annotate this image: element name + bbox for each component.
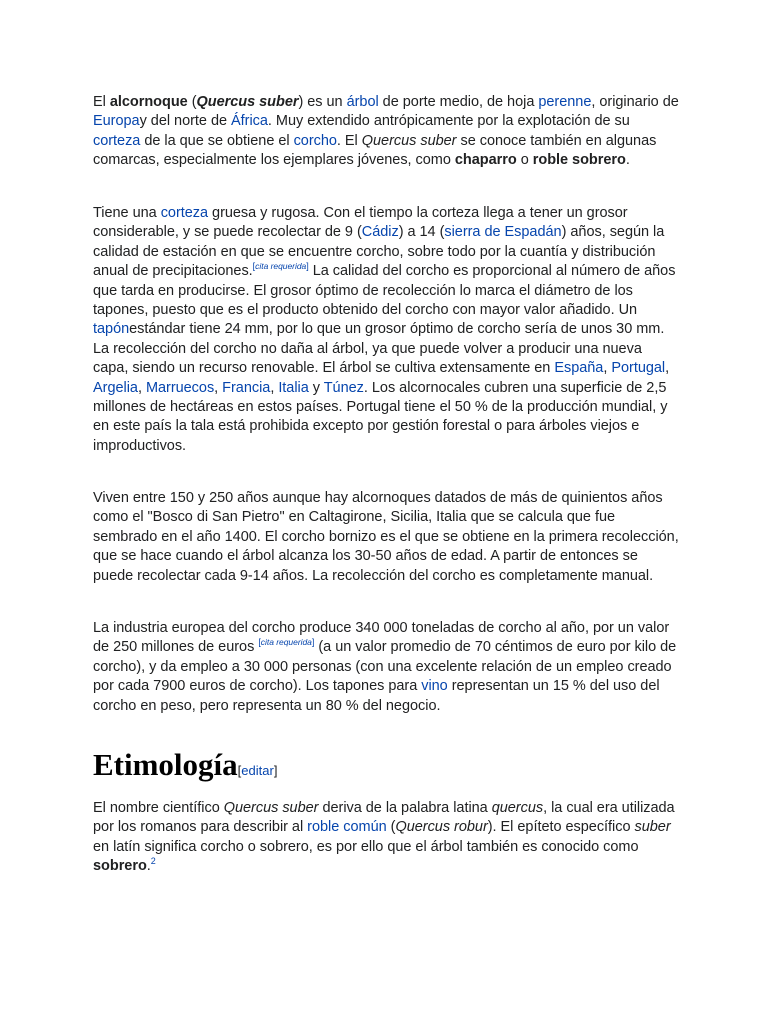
link-africa[interactable]: África: [231, 113, 268, 130]
edit-section: [editar]: [237, 763, 278, 778]
link-europa[interactable]: Europa: [93, 113, 140, 130]
link-italia[interactable]: Italia: [278, 379, 309, 396]
link-perenne[interactable]: perenne: [538, 94, 592, 110]
link-argelia[interactable]: Argelia: [93, 379, 138, 396]
term-alcornoque: alcornoque: [109, 94, 188, 110]
term-quercus-suber: Quercus suber: [196, 94, 299, 110]
link-corteza-2[interactable]: corteza: [160, 205, 209, 221]
link-sierra-de-espadan[interactable]: sierra de Espadán: [444, 224, 562, 241]
link-cadiz[interactable]: Cádiz: [361, 224, 399, 241]
link-corcho[interactable]: corcho: [293, 132, 337, 149]
reference-2[interactable]: 2: [150, 856, 156, 867]
bark-paragraph: Tiene una corteza gruesa y rugosa. Con el tiempo la corteza llega a tener un grosor considerable, y se puede recolectar de 9 (Cádiz) a 14 (sierra de Espadán) años, según la calidad de estación en que se encuentre corcho, sobre todo por la cuantía y distribución anual de precipitaciones.[cita requerida] La calidad del corcho es proporcional al número de años que tarda en producirse. El grosor óptimo de recolección lo marca el diámetro de los tapones, puesto que es el producto obtenido del corcho con mayor valor añadido. Un tapónestándar tiene 24 mm, por lo que un grosor óptimo de corcho sería de unos 30 mm. La recolección del corcho no daña al árbol, ya que puede volver a producir una nueva capa, siendo un recurso renovable. El árbol se cultiva extensamente en España, Portugal, Argelia, Marruecos, Francia, Italia y Túnez. Los alcornocales cubren una superficie de 2,5 millones de hectáreas en estos países. Portugal tiene el 50 % de la producción mundial, y en este país la tala está prohibida excepto por gestión forestal o para árboles viejos e improductivos.: [93, 205, 676, 454]
lifespan-paragraph: Viven entre 150 y 250 años aunque hay alcornoques datados de más de quinientos años como el "Bosco di San Pietro" en Caltagirone, Sicilia, Italia que se calcula que fue sembrado en el año 1400. El corcho bornizo es el que se obtiene en la primera recolección, que se hace cuando el árbol alcanza los 30-50 años de edad. A partir de entonces se puede recolectar cada 9-14 años. La recolección del corcho es completamente manual.: [93, 490, 679, 584]
link-marruecos[interactable]: Marruecos: [145, 379, 215, 396]
link-portugal[interactable]: Portugal: [611, 360, 666, 377]
section-title: Etimología: [93, 747, 238, 782]
link-espana[interactable]: España: [554, 360, 604, 377]
link-roble-comun[interactable]: roble común: [307, 819, 387, 836]
citation-needed-2[interactable]: [cita requerida]: [258, 637, 315, 648]
link-corteza[interactable]: corteza: [93, 132, 141, 149]
term-sobrero: sobrero: [93, 858, 147, 875]
intro-paragraph: El alcornoque (Quercus suber) es un árbol de porte medio, de hoja perenne, originario de Europay del norte de África. Muy extendido antrópicamente por la explotación de su corteza de la que se obtiene el corcho. El Quercus suber se conoce también en algunas comarcas, especialmente los ejemplares jóvenes, como chaparro o roble sobrero.: [93, 94, 679, 169]
etymology-paragraph: El nombre científico Quercus suber deriva de la palabra latina quercus, la cual era utilizada por los romanos para describir al roble común (Quercus robur). El epíteto específico suber en latín significa corcho o sobrero, es por ello que el árbol también es conocido como sobrero.$^2$: [93, 800, 675, 875]
link-tapon[interactable]: tapón: [93, 321, 130, 338]
link-arbol[interactable]: árbol: [346, 94, 379, 110]
term-chaparro: chaparro: [454, 152, 517, 169]
industry-paragraph: La industria europea del corcho produce 340 000 toneladas de corcho al año, por un valor de 250 millones de euros [cita requerida] (a un valor promedio de 70 céntimos de euro por kilo de corcho), y da empleo a 30 000 personas (con una excelente relación de un empleo creado por cada 7900 euros de corcho). Los tapones para vino representan un 15 % del uso del corcho en peso, pero representa un 80 % del negocio.: [93, 620, 677, 714]
term-roble-sobrero: roble sobrero: [532, 152, 626, 169]
citation-needed[interactable]: [cita requerida]: [252, 261, 309, 272]
link-vino[interactable]: vino: [421, 678, 448, 695]
section-heading-etimologia: [93, 747, 679, 783]
link-francia[interactable]: Francia: [222, 379, 271, 396]
edit-link[interactable]: editar: [241, 763, 274, 778]
link-tunez[interactable]: Túnez: [323, 379, 364, 396]
